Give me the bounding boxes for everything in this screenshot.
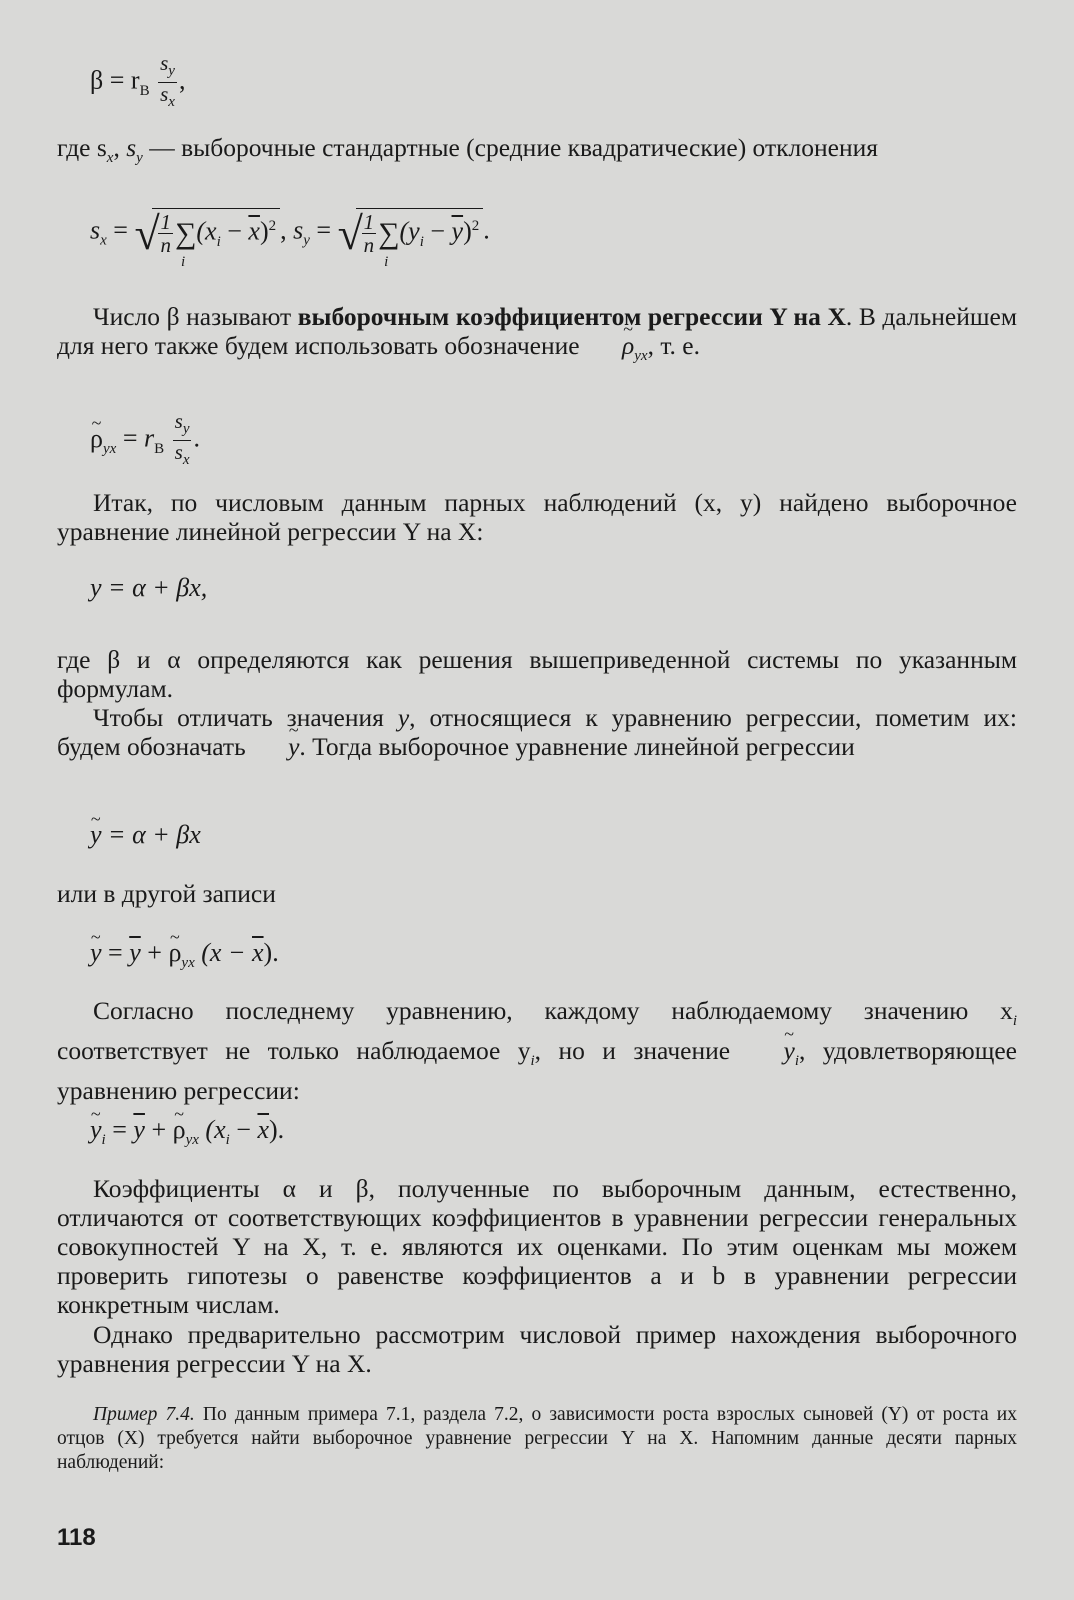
p1-text: где s [57, 133, 107, 162]
frac-one: 1 [160, 210, 171, 235]
sx-sub: x [168, 94, 175, 111]
formula-linear [90, 573, 207, 603]
fraction-sy-sx [158, 52, 177, 113]
p2-rest: . В дальнейшем для него также будем использовать обозначение [57, 302, 1017, 360]
eq-tilde-rhs: = α + βx [101, 820, 201, 849]
paragraph-coefficients: Коэффициенты α и β, полученные по выборочным данным, естественно, отличаются от соответствующих коэффициентов в уравнении регрессии генеральных совокупностей Y на X, т. е. являются их оценками. По этим оценкам мы можем проверить гипотезы о равенстве коэффициентов a и b в уравнении регрессии конкретным числам. [57, 1174, 1017, 1319]
formula-i: ~ $y_i = \overline{y}$ + ~ $\rho_{yx}$ $(x_i - \overline{x})$. [90, 1115, 284, 1155]
std-sy-body: (y [399, 216, 420, 246]
std-sy-lhs: s [293, 215, 304, 245]
sy-sub: y [168, 63, 175, 80]
page-number: 118 [57, 1524, 96, 1551]
p7-start: Согласно последнему уравнению, каждому наблюдаемому значению x [93, 996, 1013, 1025]
eq-other-3: (x − [194, 938, 252, 967]
paragraph-other: или в другой записи [57, 879, 276, 908]
p5-end: . Тогда выборочное уравнение линейной регрессии [299, 732, 855, 761]
p5-start: Чтобы отличать значения [93, 703, 398, 732]
sqrt-sy: √ $\frac{1}{n}$ ∑ i $(y_i - \overline{y})^2$ [338, 208, 484, 257]
eq-other-4: ). [263, 938, 279, 967]
rho-symbol: ~ ρ [586, 331, 634, 360]
sqrt-sx: √ $\frac{1}{n}$ ∑ i $(x_i - \overline{x})^2$ [134, 208, 280, 257]
formula-beta: $\beta = r_В$ $\frac{s_y}{s_x}$ , [90, 52, 185, 113]
p7-mid: соответствует не только наблюдаемое y [57, 1036, 531, 1066]
sx-symbol: s [160, 82, 169, 107]
paragraph-std-def: где $s_x$, $s_y$ — выборочные стандартные (средние квадратические) отклонения [57, 133, 878, 167]
sy-symbol: s [160, 51, 169, 75]
eq-linear: y = α + βx, [90, 573, 208, 602]
p5-y: y [397, 703, 410, 732]
eq-other-2: + [140, 938, 169, 967]
formula-tilde: ~ y = α + βx [90, 820, 201, 850]
example-text: По данным примера 7.1, раздела 7.2, о зависимости роста взрослых сыновей (Y) от роста их отцов (X) требуется найти выборочное уравнение регрессии Y на X. Напомним данные десяти парных наблюдений: [57, 1404, 1017, 1473]
formula-beta-lhs: β = r [90, 65, 140, 95]
example-7-4 [57, 1403, 1017, 1475]
p5-mid: , относящиеся к уравнению регрессии, пометим их: будем обозначать [57, 703, 1017, 761]
std-sx-lhs: s [90, 215, 101, 245]
paragraph-accordingly: Согласно последнему уравнению, каждому наблюдаемому значению $x_i$ соответствует не только наблюдаемое $y_i$, но и значение ~ $y_i$, удовлетворяющее уравнению регрессии: [57, 996, 1017, 1105]
paragraph-sample-eq: Итак, по числовым данным парных наблюдений (x, y) найдено выборочное уравнение линейной регрессии Y на X: [57, 488, 1017, 546]
paragraph-alpha-beta: где β и α определяются как решения вышеприведенной системы по указанным формулам. [57, 645, 1017, 703]
p7-end: , удовлетворяющее уравнению регрессии: [57, 1036, 1017, 1106]
sum-index: i [180, 253, 186, 270]
paragraph-mark: Чтобы отличать значения y, относящиеся к уравнению регрессии, пометим их: будем обозначать ~ y. Тогда выборочное уравнение линейной регрессии [57, 703, 1017, 761]
p2-bold: выборочным коэффициентом регрессии Y на X [297, 302, 846, 331]
p7-mid2: , но и значение [534, 1036, 748, 1066]
p2-end: , т. е. [647, 331, 700, 360]
formula-other: ~ $y = \overline{y}$ + ~ $\rho_{yx}$ $(x - \overline{x})$. [90, 938, 279, 978]
p1-rest: — выборочные стандартные (средние квадратические) отклонения [142, 133, 878, 162]
paragraph-numeric-example: Однако предварительно рассмотрим числовой пример нахождения выборочного уравнения регрессии Y на X. [57, 1320, 1017, 1378]
example-label: Пример 7.4. [93, 1404, 195, 1425]
rho-sub: yx [634, 348, 648, 365]
formula-rho: ~ $\rho_{yx} = r_В$ $\frac{s_y}{s_x}$ . [90, 410, 200, 471]
p2-start: Число β называют [93, 302, 298, 331]
std-sx-body: (x [196, 216, 217, 246]
paragraph-beta-def [57, 302, 1017, 371]
eq-other-1: = [101, 938, 130, 967]
eq-i-3: (x [198, 1115, 226, 1144]
formula-beta-sub: В [139, 82, 150, 99]
frac-n: n [160, 233, 171, 258]
formula-std: $s_x$ = √ $\frac{1}{n}$ ∑ i $(x_i - \overline{x})^2$ , $s_y$ = √ $\frac{1}{n}$ ∑ i $(y_i - \overline{y})^2$ . [90, 208, 490, 257]
